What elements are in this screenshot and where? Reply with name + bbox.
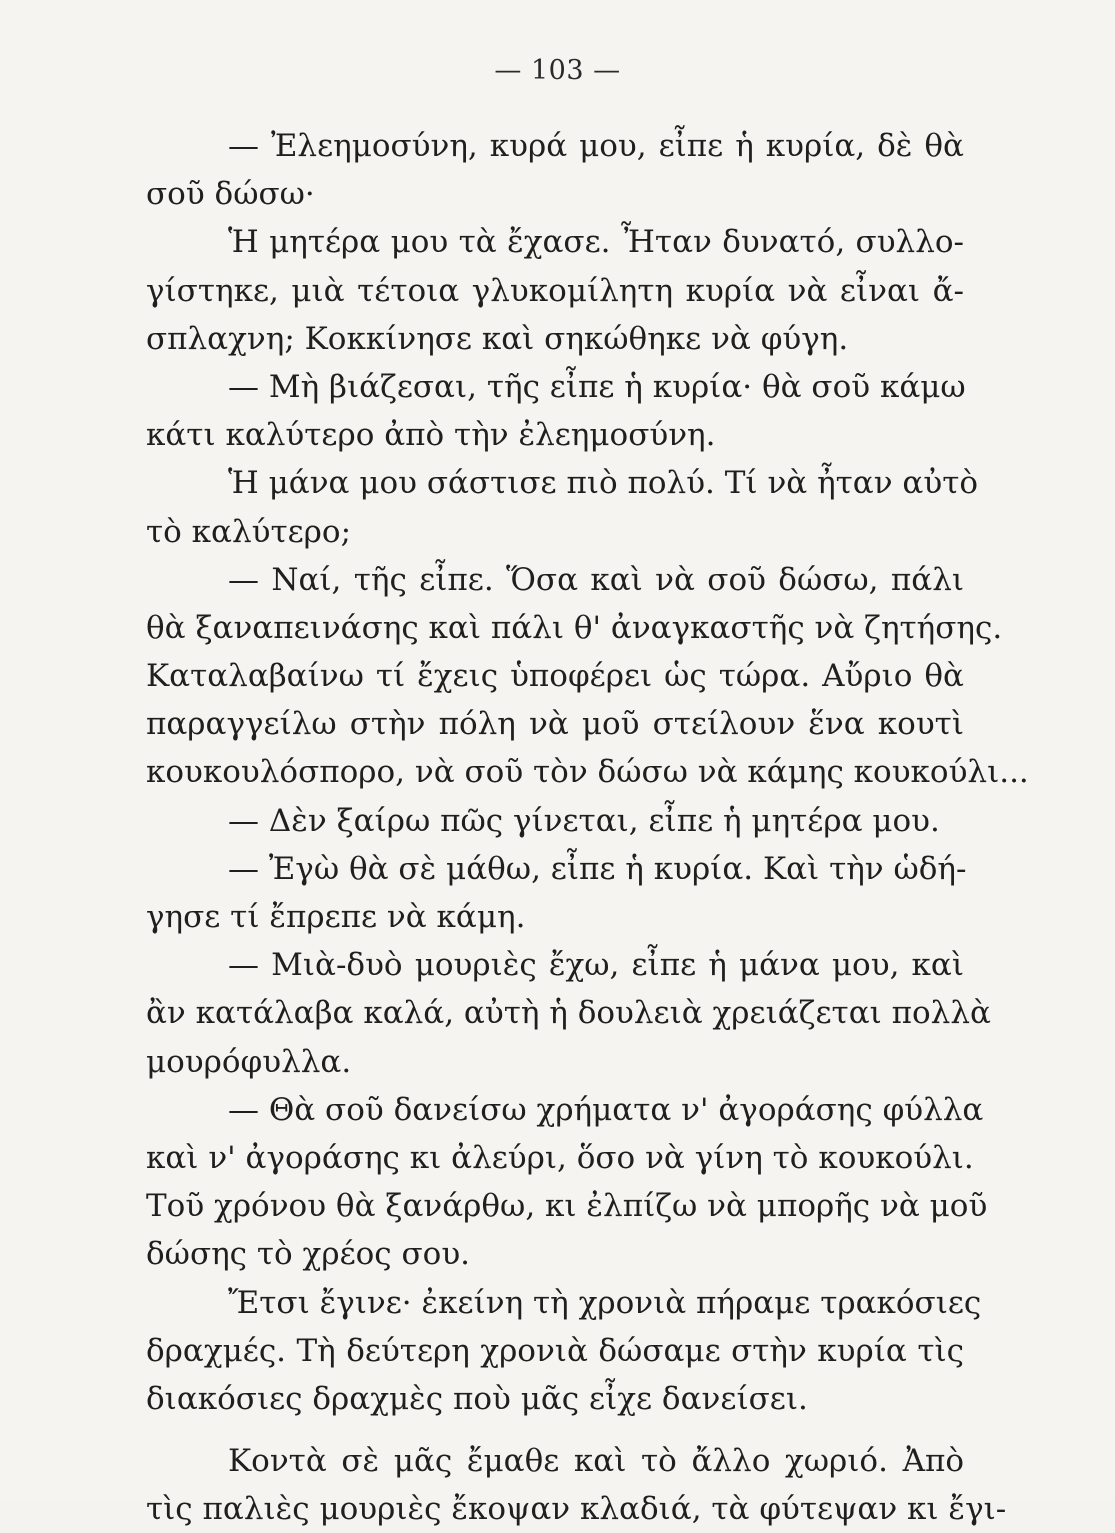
text-line: Κοντὰ σὲ μᾶς ἔμαθε καὶ τὸ ἄλλο χωριό. Ἀπὸ — [228, 1443, 964, 1480]
text-line: κουκουλόσπορο, νὰ σοῦ τὸν δώσω νὰ κάμης κουκούλι... — [146, 754, 1029, 791]
text-line: — Θὰ σοῦ δανείσω χρήματα ν' ἀγοράσης φύλλα — [228, 1091, 984, 1128]
text-line: κάτι καλύτερο ἀπὸ τὴν ἐλεημοσύνη. — [146, 417, 716, 454]
text-line: — Μὴ βιάζεσαι, τῆς εἶπε ἡ κυρία· θὰ σοῦ κάμω — [228, 368, 966, 405]
text-line: γησε τί ἔπρεπε νὰ κάμη. — [146, 899, 526, 935]
text-line: διακόσιες δραχμὲς ποὺ μᾶς εἶχε δανείσει. — [146, 1380, 808, 1417]
paragraph-gap — [146, 1423, 964, 1437]
text-line: καὶ ν' ἀγοράσης κι ἀλεύρι, ὅσο νὰ γίνη τὸ κουκούλι. — [146, 1139, 974, 1176]
text-line: — Ναί, τῆς εἶπε. Ὅσα καὶ νὰ σοῦ δώσω, πάλι — [228, 561, 964, 598]
text-line: Ἡ μάνα μου σάστισε πιὸ πολύ. Τί νὰ ἦταν αὐτὸ — [228, 465, 979, 502]
text-line: ἂν κατάλαβα καλά, αὐτὴ ἡ δουλειὰ χρειάζεται πολλὰ — [146, 995, 991, 1032]
text-line: Ἔτσι ἔγινε· ἐκείνη τὴ χρονιὰ πήραμε τρακόσιες — [228, 1284, 982, 1321]
text-line: σοῦ δώσω· — [146, 176, 315, 213]
text-line: παραγγείλω στὴν πόλη νὰ μοῦ στείλουν ἕνα κουτὶ — [146, 706, 964, 743]
page-body-text — [146, 122, 1029, 1533]
text-line: τὸ καλύτερο; — [146, 513, 352, 550]
text-line: — Ἐγὼ θὰ σὲ μάθω, εἶπε ἡ κυρία. Καὶ τὴν ὡδή- — [228, 850, 967, 887]
text-line: Τοῦ χρόνου θὰ ξανάρθω, κι ἐλπίζω νὰ μπορῆς νὰ μοῦ — [146, 1188, 988, 1225]
text-line: δραχμές. Τὴ δεύτερη χρονιὰ δώσαμε στὴν κυρία τὶς — [146, 1332, 964, 1369]
text-line: — Μιὰ-δυὸ μουριὲς ἔχω, εἶπε ἡ μάνα μου, καὶ — [228, 947, 964, 984]
text-line: θὰ ξαναπεινάσης καὶ πάλι θ' ἀναγκαστῆς νὰ ζητήσης. — [146, 609, 1003, 646]
text-line: — Δὲν ξαίρω πῶς γίνεται, εἶπε ἡ μητέρα μου. — [228, 802, 940, 839]
text-line: μουρόφυλλα. — [146, 1043, 352, 1080]
text-line: δώσης τὸ χρέος σου. — [146, 1236, 471, 1273]
text-line: σπλαχνη; Κοκκίνησε καὶ σηκώθηκε νὰ φύγη. — [146, 320, 849, 357]
text-line: — Ἐλεημοσύνη, κυρά μου, εἶπε ἡ κυρία, δὲ θὰ — [228, 128, 964, 164]
page-number: — 103 — — [494, 55, 621, 86]
text-line: τὶς παλιὲς μουριὲς ἔκοψαν κλαδιά, τὰ φύτεψαν κι ἔγι- — [146, 1491, 1007, 1528]
text-line: Ἡ μητέρα μου τὰ ἔχασε. Ἦταν δυνατό, συλλο- — [228, 224, 964, 261]
text-line: Καταλαβαίνω τί ἔχεις ὑποφέρει ὡς τώρα. Αὔριο θὰ — [146, 658, 964, 695]
text-line: γίστηκε, μιὰ τέτοια γλυκομίλητη κυρία νὰ εἶναι ἄ- — [146, 272, 964, 309]
